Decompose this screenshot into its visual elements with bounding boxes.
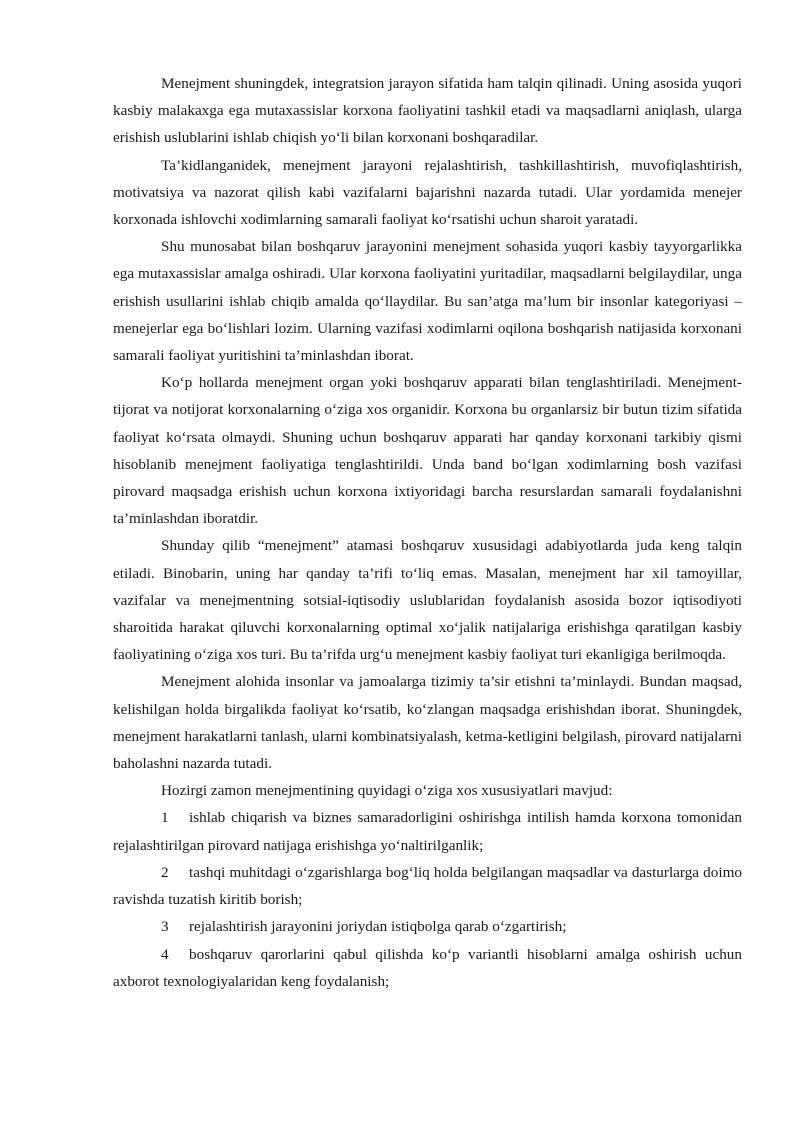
list-item-number: 2 — [161, 863, 169, 881]
paragraph: Shu munosabat bilan boshqaruv jarayonini menejment sohasida yuqori kasbiy tayyorgarlikka ega mutaxassislar amalga oshiradi. Ular korxona faoliyatini yuritadilar, maqsadlarni belgilaydilar, unga erishish usullarini ishlab chiqib amalda qo‘llaydilar. Bu san’atga ma’lum bir insonlar kategoriyasi – menejerlar ega bo‘lishlari lozim. Ularning vazifasi xodimlarni oqilona boshqarish natijasida korxonani samarali faoliyat yuritishini ta’minlashdan iborat. — [113, 238, 742, 365]
list-item — [113, 913, 742, 940]
list-item-text: rejalashtirish jarayonini joriydan istiqbolga qarab o‘zgartirish; — [189, 918, 567, 936]
list-item — [113, 941, 742, 995]
list-item — [113, 804, 742, 858]
list-item-number: 1 — [161, 809, 169, 827]
list-item — [113, 859, 742, 913]
list-item-text: boshqaruv qarorlarini qabul qilishda ko‘p variantli hisoblarni amalga oshirish uchun axborot texnologiyalaridan keng foydalanish; — [113, 945, 742, 990]
paragraph: Ko‘p hollarda menejment organ yoki boshqaruv apparati bilan tenglashtiriladi. Menejment-tijorat va notijorat korxonalarning o‘ziga xos organidir. Korxona bu organlarsiz bir butun tizim sifatida faoliyat ko‘rsata olmaydi. Shuning uchun boshqaruv apparati har qanday korxonani tarkibiy qismi hisoblanib menejment faoliyatiga tenglashtirildi. Unda band bo‘lgan xodimlarning bosh vazifasi pirovard maqsadga erishish uchun korxona ixtiyoridagi barcha resurslardan samarali foydalanishni ta’minlashdan iboratdir. — [113, 374, 742, 528]
paragraph: Hozirgi zamon menejmentining quyidagi o‘ziga xos xususiyatlari mavjud: — [161, 782, 613, 800]
list-item-text: tashqi muhitdagi o‘zgarishlarga bog‘liq holda belgilangan maqsadlar va dasturlarga doimo ravishda tuzatish kiritib borish; — [113, 863, 742, 909]
paragraph: Ta’kidlanganidek, menejment jarayoni rejalashtirish, tashkillashtirish, muvofiqlashtirish, motivatsiya va nazorat qilish kabi vazifalarni bajarishni nazarda tutadi. Ular yordamida menejer korxonada ishlovchi xodimlarning samarali faoliyat ko‘rsatishi uchun sharoit yaratadi. — [113, 156, 742, 229]
list-item-text: ishlab chiqarish va biznes samaradorligini oshirishga intilish hamda korxona tomonidan rejalashtirilgan pirovard natijaga erishishga yo‘naltirilganlik; — [113, 809, 742, 854]
paragraph: Menejment shuningdek, integratsion jarayon sifatida ham talqin qilinadi. Uning asosida yuqori kasbiy malakaxga ega mutaxassislar korxona faoliyatini tashkil etadi va maqsadlarni aniqlash, ularga erishish uslublarini ishlab chiqish yo‘li bilan korxonani boshqaradilar. — [113, 75, 742, 147]
paragraph: Shunday qilib “menejment” atamasi boshqaruv xususidagi adabiyotlarda juda keng talqin etiladi. Binobarin, uning har qanday ta’rifi to‘liq emas. Masalan, menejment har xil tamoyillar, vazifalar va menejmentning sotsial-iqtisodiy uslublaridan foydalanish asosida bozor iqtisodiyoti sharoitida harakat qiluvchi korxonalarning optimal xo‘jalik natijalariga erishishga qaratilgan kasbiy faoliyatining o‘ziga xos turi. Bu ta’rifda urg‘u menejment kasbiy faoliyat turi ekanligiga berilmoqda. — [113, 537, 742, 664]
paragraph: Menejment alohida insonlar va jamoalarga tizimiy ta’sir etishni ta’minlaydi. Bundan maqsad, kelishilgan holda birgalikda faoliyat ko‘rsatib, ko‘zlangan maqsadga erishishdan iborat. Shuningdek, menejment harakatlarni tanlash, ularni kombinatsiyalash, ketma-ketligini belgilash, pirovard natijalarni baholashni nazarda tutadi. — [113, 673, 742, 773]
list-item-number: 4 — [161, 945, 169, 963]
document-page — [113, 70, 742, 995]
list-item-number: 3 — [161, 918, 169, 936]
